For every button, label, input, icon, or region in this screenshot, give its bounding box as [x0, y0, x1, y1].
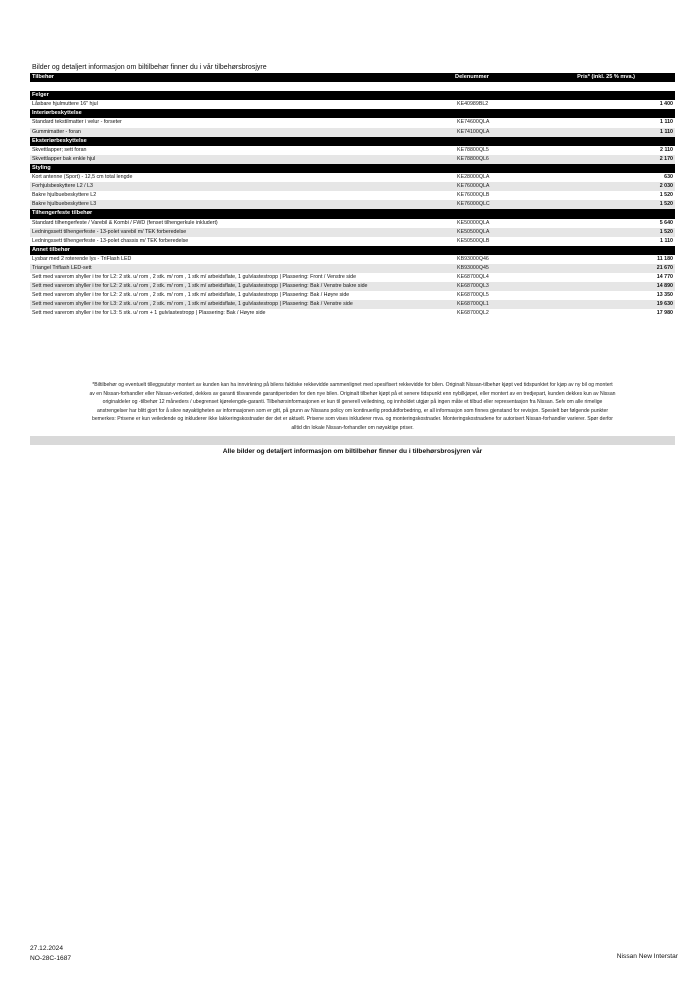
table-row	[30, 282, 675, 291]
table-row	[30, 191, 675, 200]
part-number: KE68700QL3	[455, 282, 575, 291]
table-row	[30, 300, 675, 309]
document-code: NO-28C-1687	[30, 955, 72, 962]
table-row	[30, 173, 675, 182]
part-number: KE68700QL2	[455, 309, 575, 318]
category-label: Annet tilbehør	[30, 246, 675, 255]
accessory-name: Lysbar med 2 roterende lys - TriFlash LED	[30, 255, 455, 264]
category-row	[30, 209, 675, 218]
table-row	[30, 291, 675, 300]
part-number: KE74100QLA	[455, 128, 575, 137]
header-accessory: Tilbehør	[30, 73, 455, 82]
part-number: KE76000QLA	[455, 182, 575, 191]
price-value: 14 770	[575, 273, 675, 282]
category-label: Styling	[30, 164, 675, 173]
part-number: KE50000QLA	[455, 219, 575, 228]
part-number: KE74600QLA	[455, 118, 575, 127]
category-row	[30, 91, 675, 100]
category-label: Tilhengerfeste tilbehør	[30, 209, 675, 218]
disclaimer	[30, 381, 675, 433]
table-row	[30, 264, 675, 273]
part-number: KE78800QL5	[455, 146, 575, 155]
accessory-name: Standard tilhengerfeste / Varebil & Kombi / FWD (fenset tilhengerkule inkludert)	[30, 219, 455, 228]
accessory-name: Sett med varerom shyller i tre for L2: 2 stk. u/ rom , 2 stk. m/ rom , 1 stk m/ arbeidsflate, 1 gulvlastestropp | Plassering: Bak / Venstre bakre side	[30, 282, 455, 291]
accessory-name: Standard tekstilmatter i velur - forseter	[30, 118, 455, 127]
category-row	[30, 246, 675, 255]
disclaimer-line: bemerkes: Prisene er kun veiledende og inkluderer ikke lakkeringskostnader der det er aktuelt. Prisene som vises inkluderer mva. og monteringskostnader. Monteringskostnadene for autorisert Nissan-forhandler varierer. Spør derfor	[92, 416, 613, 423]
part-number: KE78800QL6	[455, 155, 575, 164]
part-number: KB93000Q45	[455, 264, 575, 273]
accessory-name: Bakre hjulbuebeskyttere L3	[30, 200, 455, 209]
accessory-name: Triangel Triflash LED-sett	[30, 264, 455, 273]
intro-text: Bilder og detaljert informasjon om biltilbehør finner du i vår tilbehørsbrosjyre	[32, 64, 267, 71]
price-value: 2 170	[575, 155, 675, 164]
price-value: 630	[575, 173, 675, 182]
price-value: 1 520	[575, 200, 675, 209]
document-date: 27.12.2024	[30, 945, 64, 952]
table-row	[30, 255, 675, 264]
accessory-name: Ledningssett tilhengerfeste - 13-polet chassis m/ TEK forberedelse	[30, 237, 455, 246]
accessory-price-table	[30, 73, 675, 319]
price-value: 5 640	[575, 219, 675, 228]
table-row	[30, 118, 675, 127]
accessory-name: Kort antenne (Sport) - 12,5 cm total lengde	[30, 173, 455, 182]
accessory-name: Sett med varerom shyller i tre for L2: 2 stk. u/ rom , 2 stk. m/ rom , 1 stk m/ arbeidsflate, 1 gulvlastestropp | Plassering: Bak / Høyre side	[30, 291, 455, 300]
table-row	[30, 200, 675, 209]
table-row	[30, 273, 675, 282]
price-value: 1 400	[575, 100, 675, 109]
disclaimer-line: originaldeler og -tilbehør 12 måneders / ubegrenset kjørelengde-garanti. Tilbehørsinformasjonen er kun til generell veiledning, og innholdet utgjør på ingen måte et tilbud eller representasjon fra Nissan. Selv om alle rimelige	[102, 399, 603, 406]
table-row	[30, 309, 675, 318]
category-row	[30, 109, 675, 118]
accessory-name: Skvettlapper bak enkle hjul	[30, 155, 455, 164]
part-number: KE76000QLC	[455, 200, 575, 209]
disclaimer-line: av en Nissan-forhandler eller Nissan-verksted, dekkes av garanti tilsvarende garantiperioden for den nye bilen. Originalt tilbehør kjøpt på et senere tidspunkt enn nybilkjøpet, eller montert av en tredjepart, kunden dekkes kun av Nissan	[89, 390, 616, 397]
price-value: 2 030	[575, 182, 675, 191]
part-number: KE68700QL5	[455, 291, 575, 300]
price-value: 1 520	[575, 191, 675, 200]
part-number: KE68700QL1	[455, 300, 575, 309]
part-number: KE50500QLA	[455, 228, 575, 237]
category-label: Interiørbeskyttelse	[30, 109, 675, 118]
price-value: 17 980	[575, 309, 675, 318]
part-number: KE76000QLB	[455, 191, 575, 200]
table-row	[30, 237, 675, 246]
table-header-row	[30, 73, 675, 82]
accessory-name: Låsbare hjulmuttere 16" hjul	[30, 100, 455, 109]
table-row	[30, 228, 675, 237]
part-number: KE68700QL4	[455, 273, 575, 282]
table-row	[30, 146, 675, 155]
price-value: 13 350	[575, 291, 675, 300]
accessory-name: Gummimatter - foran	[30, 128, 455, 137]
header-part-number: Delenummer	[455, 73, 575, 82]
table-row	[30, 128, 675, 137]
category-label: Eksteriørbeskyttelse	[30, 137, 675, 146]
accessory-name: Forhjulsbeskyttere L2 / L3	[30, 182, 455, 191]
category-row	[30, 164, 675, 173]
category-row	[30, 137, 675, 146]
accessory-name: Ledningssett tilhengerfeste - 13-polet varebil m/ TEK forberedelse	[30, 228, 455, 237]
disclaimer-line: *Biltilbehør og eventuelt tilleggsutstyr montert av kunden kan ha innvirkning på bilens faktiske rekkevidde sammenlignet med spesifisert rekkevidde for bilen. Originalt Nissan-tilbehør kjøpt ved tidspunktet for kjøp av ny bil og montert	[92, 382, 613, 388]
table-row	[30, 100, 675, 109]
table-row	[30, 182, 675, 191]
divider-bar	[30, 436, 675, 445]
part-number: KE50500QLB	[455, 237, 575, 246]
accessory-name: Skvettlapper; sett foran	[30, 146, 455, 155]
price-value: 14 890	[575, 282, 675, 291]
disclaimer-line: alltid din lokale Nissan-forhandler om nøyaktige priser.	[291, 424, 414, 431]
table-row	[30, 155, 675, 164]
price-value: 1 110	[575, 128, 675, 137]
part-number: KE28000QLA	[455, 173, 575, 182]
part-number: KB93000Q46	[455, 255, 575, 264]
price-value: 1 520	[575, 228, 675, 237]
header-price: Pris* (inkl. 25 % mva.)	[575, 73, 675, 82]
table-body	[30, 91, 675, 318]
price-value: 1 110	[575, 237, 675, 246]
price-value: 11 180	[575, 255, 675, 264]
accessory-name: Sett med varerom shyller i tre for L3: 5 stk. u/ rom + 1 gulvlastestropp | Plassering: Bak / Høyre side	[30, 309, 455, 318]
category-label: Felger	[30, 91, 675, 100]
model-name: Nissan New Interstar	[616, 953, 678, 960]
brochure-note: Alle bilder og detaljert informasjon om biltilbehør finner du i tilbehørsbrosjyren vår	[222, 448, 483, 455]
accessory-name: Sett med varerom shyller i tre for L3: 2 stk. u/ rom , 2 stk. m/ rom , 1 stk m/ arbeidsflate, 1 gulvlastestropp | Plassering: Bak / Venstre side	[30, 300, 455, 309]
price-value: 21 670	[575, 264, 675, 273]
price-value: 1 110	[575, 118, 675, 127]
price-value: 19 630	[575, 300, 675, 309]
table-row	[30, 219, 675, 228]
price-value: 2 110	[575, 146, 675, 155]
accessory-name: Sett med varerom shyller i tre for L2: 2 stk. u/ rom , 2 stk. m/ rom , 1 stk m/ arbeidsflate, 1 gulvlastestropp | Plassering: Front / Venstre side	[30, 273, 455, 282]
disclaimer-line: anstrengelser har blitt gjort for å sikre nøyaktigheten av informasjonen som er gitt, på grunn av Nissans policy om kontinuerlig produktforbedring, er all informasjon som finnes gjenstand for revisjon. Spesielt bør følgende punkter	[96, 407, 609, 414]
accessory-name: Bakre hjulbuebeskyttere L2	[30, 191, 455, 200]
document-meta	[30, 944, 71, 964]
part-number: KE40989BL2	[455, 100, 575, 109]
